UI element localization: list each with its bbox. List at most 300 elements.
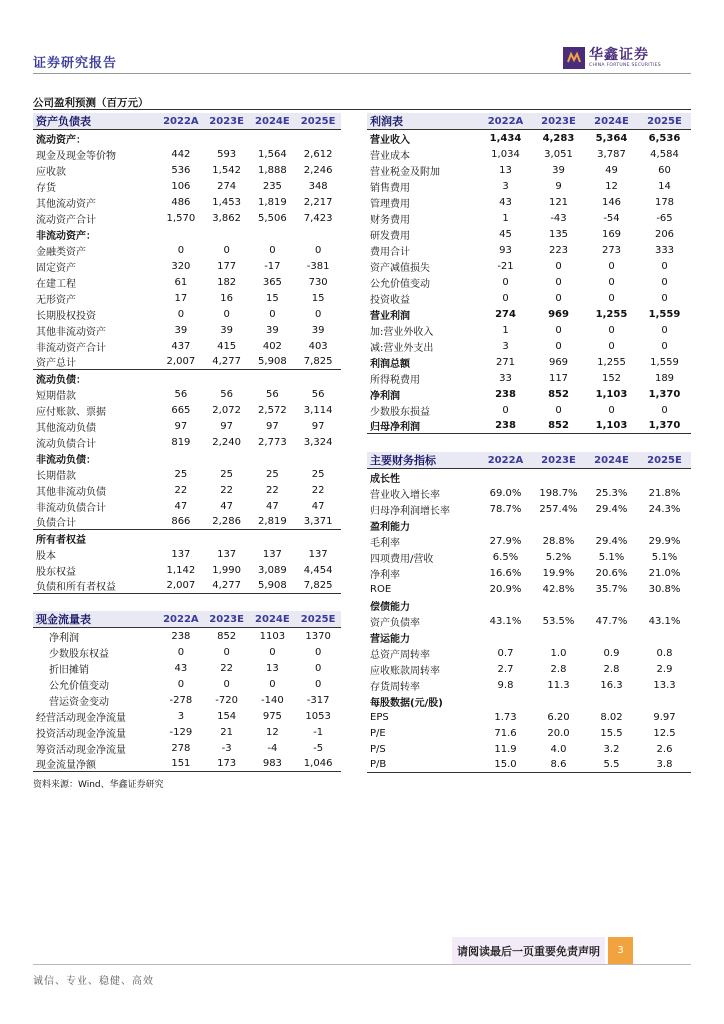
cell-value: 189 xyxy=(654,372,675,384)
row-label: 长期借款 xyxy=(36,470,76,482)
row-label: 负债合计 xyxy=(36,518,76,529)
table-row xyxy=(33,514,341,530)
cell-value: 2.8 xyxy=(550,663,567,675)
row-label: 成长性 xyxy=(370,473,400,485)
cell-value: 9.97 xyxy=(653,711,676,723)
table-row xyxy=(367,613,691,629)
cell-value: 1,103 xyxy=(595,420,628,431)
cell-value: 13 xyxy=(266,662,279,674)
cell-value: 975 xyxy=(262,710,282,722)
row-label: 金融类资产 xyxy=(36,246,86,258)
table-row xyxy=(367,757,691,773)
cell-value: -43 xyxy=(550,212,567,224)
table-row xyxy=(33,178,341,194)
row-label: 经营活动现金净流量 xyxy=(36,712,126,724)
row-label: 减:营业外支出 xyxy=(370,342,434,354)
cell-value: 16 xyxy=(220,292,233,304)
year-header: 2024E xyxy=(255,613,290,625)
table-row xyxy=(33,338,341,354)
cell-value: 21.0% xyxy=(648,567,681,579)
cell-value: 6.5% xyxy=(492,551,519,563)
table-row xyxy=(367,242,691,258)
cell-value: 274 xyxy=(217,180,237,192)
cell-value: 12.5 xyxy=(653,727,676,739)
row-label: 公允价值变动 xyxy=(49,680,109,692)
cell-value: 35.7% xyxy=(595,583,628,595)
financial-indicators-table xyxy=(367,452,691,773)
cell-value: 730 xyxy=(308,276,328,288)
row-label: 归母净利润 xyxy=(370,422,420,433)
page-number: 3 xyxy=(608,937,633,964)
cell-value: 1,103 xyxy=(595,388,628,400)
row-label: 在建工程 xyxy=(36,278,76,290)
cell-value: 5,908 xyxy=(258,580,287,591)
row-label: 营运能力 xyxy=(370,633,410,645)
cell-value: 78.7% xyxy=(489,503,522,515)
cell-value: 43 xyxy=(499,196,512,208)
row-label: 少数股东权益 xyxy=(49,648,109,660)
table-row xyxy=(33,162,341,178)
cell-value: 61 xyxy=(174,276,188,288)
table-row xyxy=(367,306,691,322)
cell-value: 0.7 xyxy=(497,647,514,659)
table-row xyxy=(367,338,691,354)
cell-value: 0 xyxy=(177,308,185,320)
table-row xyxy=(33,354,341,370)
cell-value: 969 xyxy=(548,308,569,320)
table-row xyxy=(33,386,341,402)
cell-value: 39 xyxy=(552,164,565,176)
cell-value: 0 xyxy=(223,646,230,658)
cell-value: 2,007 xyxy=(166,356,196,367)
cell-value: 173 xyxy=(217,758,237,769)
row-label: 应收款 xyxy=(36,166,66,178)
cell-value: 5,506 xyxy=(258,212,287,224)
row-label: 折旧摊销 xyxy=(49,664,89,676)
cell-value: 866 xyxy=(171,516,191,527)
table-row xyxy=(33,708,341,724)
cell-value: 47.7% xyxy=(595,615,628,627)
cell-value: 2,286 xyxy=(212,516,241,527)
cell-value: 13 xyxy=(499,164,512,176)
cell-value: 97 xyxy=(174,420,188,432)
cell-value: 348 xyxy=(308,180,328,192)
table-row xyxy=(33,482,341,498)
row-label: 其他非流动资产 xyxy=(36,326,106,338)
cell-value: 0 xyxy=(314,678,322,690)
cell-value: 9 xyxy=(555,180,562,192)
year-header: 2024E xyxy=(594,115,629,127)
cell-value: 1,990 xyxy=(212,564,241,576)
cell-value: 43.1% xyxy=(648,615,681,627)
row-label: 营业收入 xyxy=(370,134,410,146)
row-label: P/E xyxy=(370,727,386,739)
row-label: 净利润 xyxy=(49,632,79,644)
table-row xyxy=(33,434,341,450)
cell-value: -140 xyxy=(261,694,284,706)
row-label: 所得税费用 xyxy=(370,374,420,386)
table-row xyxy=(367,517,691,533)
cell-value: 0 xyxy=(608,404,615,416)
table-row xyxy=(367,469,691,485)
cell-value: 0 xyxy=(223,308,230,320)
row-label: 流动资产合计 xyxy=(36,214,96,226)
cell-value: 56 xyxy=(266,388,279,400)
cell-value: -4 xyxy=(267,742,278,754)
cell-value: 403 xyxy=(308,340,328,352)
cell-value: 271 xyxy=(495,356,516,368)
cell-value: 53.5% xyxy=(542,615,575,627)
row-label: 研发费用 xyxy=(370,230,410,242)
row-label: 费用合计 xyxy=(370,246,410,258)
cell-value: 4,283 xyxy=(542,132,575,144)
cell-value: 97 xyxy=(266,420,279,432)
cell-value: 1,370 xyxy=(648,420,681,431)
table-row xyxy=(33,242,341,258)
table-row xyxy=(367,178,691,194)
table-row xyxy=(367,549,691,565)
cell-value: 15 xyxy=(311,292,325,304)
cell-value: 22 xyxy=(311,484,325,496)
cell-value: 16.6% xyxy=(489,567,522,579)
row-label: 非流动资产： xyxy=(36,230,96,242)
cell-value: 819 xyxy=(171,436,191,448)
table-row xyxy=(367,226,691,242)
cell-value: 60 xyxy=(658,164,671,176)
cell-value: 2,819 xyxy=(258,516,287,527)
cell-value: 4,277 xyxy=(212,356,241,367)
year-header: 2023E xyxy=(209,115,244,127)
cell-value: 1,453 xyxy=(212,196,241,208)
cell-value: 27.9% xyxy=(489,535,522,547)
cell-value: 117 xyxy=(548,372,569,384)
table-row xyxy=(367,693,691,709)
row-label: 长期股权投资 xyxy=(36,310,96,322)
row-label: 非流动资产合计 xyxy=(36,342,106,354)
row-label: 投资活动现金净流量 xyxy=(36,728,126,740)
table-header xyxy=(367,452,691,469)
cell-value: 3,051 xyxy=(544,148,573,160)
cell-value: 0 xyxy=(555,324,562,336)
cell-value: 21.8% xyxy=(648,487,681,499)
row-label: 加:营业外收入 xyxy=(370,326,434,338)
cell-value: 2,240 xyxy=(212,436,241,448)
cell-value: 2,773 xyxy=(258,436,287,448)
cell-value: 39 xyxy=(174,324,188,336)
cell-value: 5.1% xyxy=(651,551,678,563)
row-label: 所有者权益 xyxy=(36,534,86,546)
cell-value: 4,277 xyxy=(212,580,241,591)
year-header: 2025E xyxy=(647,454,682,466)
cell-value: 0 xyxy=(269,244,276,256)
row-label: 归母净利润增长率 xyxy=(370,505,450,517)
cell-value: 47 xyxy=(311,500,325,512)
cell-value: 3,787 xyxy=(597,148,626,160)
table-row xyxy=(367,709,691,725)
row-label: 利润总额 xyxy=(370,358,410,370)
table-row xyxy=(367,565,691,581)
table-row xyxy=(33,322,341,338)
cell-value: 2,217 xyxy=(303,196,333,208)
cell-value: 593 xyxy=(217,148,237,160)
table-row xyxy=(367,661,691,677)
cell-value: 333 xyxy=(654,244,675,256)
cell-value: 0 xyxy=(314,662,322,674)
row-label: 负债和所有者权益 xyxy=(36,582,116,593)
cell-value: 71.6 xyxy=(494,727,517,739)
table-row xyxy=(33,274,341,290)
table-title: 资产负债表 xyxy=(36,115,91,128)
year-header: 2025E xyxy=(300,115,336,127)
cell-value: 1,034 xyxy=(491,148,520,160)
cell-value: 3 xyxy=(502,180,509,192)
table-row xyxy=(33,210,341,226)
cell-value: 0 xyxy=(223,244,230,256)
cell-value: 0.8 xyxy=(656,647,673,659)
table-row xyxy=(367,581,691,597)
table-row xyxy=(33,724,341,740)
cell-value: 13.3 xyxy=(653,679,676,691)
row-label: 少数股东损益 xyxy=(370,406,430,418)
cell-value: 852 xyxy=(548,420,569,431)
cell-value: 1053 xyxy=(305,710,331,722)
cell-value: 223 xyxy=(548,244,569,256)
cell-value: -1 xyxy=(313,726,324,738)
table-row xyxy=(367,725,691,741)
cell-value: 1.0 xyxy=(550,647,567,659)
row-label: 营业利润 xyxy=(370,310,410,322)
cell-value: 437 xyxy=(171,340,191,352)
section-title: 公司盈利预测（百万元） xyxy=(33,97,149,109)
row-label: 非流动负债： xyxy=(36,454,96,466)
report-type: 证券研究报告 xyxy=(33,56,118,71)
cell-value: 8.6 xyxy=(550,759,567,770)
table-title: 现金流量表 xyxy=(36,613,91,626)
table-row xyxy=(367,485,691,501)
cell-value: 365 xyxy=(262,276,282,288)
cell-value: 0 xyxy=(608,292,615,304)
cell-value: 9.8 xyxy=(497,679,514,691)
cell-value: 8.02 xyxy=(600,711,623,723)
cell-value: 0 xyxy=(314,244,322,256)
cell-value: 1.73 xyxy=(494,711,517,723)
row-label: 四项费用/营收 xyxy=(370,553,434,565)
row-label: 总资产周转率 xyxy=(370,649,430,661)
cell-value: 15.5 xyxy=(600,727,623,739)
cell-value: 21 xyxy=(220,726,233,738)
cell-value: 1,559 xyxy=(650,356,679,368)
cell-value: 137 xyxy=(217,548,237,560)
table-row xyxy=(367,290,691,306)
table-row xyxy=(367,597,691,613)
table-row xyxy=(33,258,341,274)
cell-value: 235 xyxy=(262,180,282,192)
cell-value: 152 xyxy=(601,372,622,384)
cell-value: 2.8 xyxy=(603,663,620,675)
table-row xyxy=(33,562,341,578)
cell-value: 7,825 xyxy=(303,356,333,367)
cell-value: 25 xyxy=(266,468,279,480)
section-divider xyxy=(33,109,691,110)
cell-value: -54 xyxy=(603,212,620,224)
cell-value: 0 xyxy=(661,276,668,288)
cell-value: 135 xyxy=(548,228,569,240)
cell-value: 2.6 xyxy=(656,743,673,755)
cell-value: 0 xyxy=(269,308,276,320)
table-row xyxy=(33,290,341,306)
cell-value: 1103 xyxy=(259,630,286,642)
cell-value: 33 xyxy=(499,372,512,384)
cell-value: 1,255 xyxy=(595,308,628,320)
cell-value: 178 xyxy=(654,196,675,208)
cell-value: 47 xyxy=(266,500,279,512)
cell-value: 12 xyxy=(605,180,618,192)
cell-value: 2,072 xyxy=(212,404,241,416)
cell-value: 3,371 xyxy=(303,516,333,527)
cell-value: 0 xyxy=(661,324,668,336)
cell-value: 22 xyxy=(266,484,279,496)
cell-value: 121 xyxy=(548,196,569,208)
cell-value: 1370 xyxy=(305,630,331,642)
cell-value: 969 xyxy=(548,356,569,368)
cell-value: 5,364 xyxy=(595,132,628,144)
row-label: 每股数据(元/股) xyxy=(370,697,443,709)
cell-value: 42.8% xyxy=(542,583,575,595)
row-label: 营业收入增长率 xyxy=(370,489,440,501)
cell-value: 15 xyxy=(266,292,279,304)
row-label: 盈利能力 xyxy=(370,521,410,533)
cell-value: 2.7 xyxy=(497,663,514,675)
cell-value: 7,423 xyxy=(303,212,333,224)
disclaimer-link[interactable]: 请阅读最后一页重要免责声明 xyxy=(452,937,605,964)
cell-value: 0 xyxy=(177,678,185,690)
cell-value: 25 xyxy=(220,468,233,480)
cell-value: 49 xyxy=(605,164,618,176)
table-row xyxy=(367,386,691,402)
cell-value: -3 xyxy=(221,742,232,754)
cell-value: 16.3 xyxy=(600,679,623,691)
cell-value: 154 xyxy=(217,710,237,722)
cell-value: 5.1% xyxy=(598,551,625,563)
cell-value: 7,825 xyxy=(303,580,333,591)
table-title: 主要财务指标 xyxy=(370,454,436,467)
cell-value: 29.4% xyxy=(595,535,628,547)
cell-value: 97 xyxy=(311,420,325,432)
cell-value: 56 xyxy=(311,388,325,400)
table-row xyxy=(367,402,691,418)
cell-value: 3 xyxy=(502,340,509,352)
cell-value: 0 xyxy=(555,340,562,352)
cell-value: 198.7% xyxy=(539,487,578,499)
cell-value: 146 xyxy=(601,196,622,208)
cell-value: 0 xyxy=(608,340,615,352)
cell-value: 28.8% xyxy=(542,535,575,547)
cell-value: 852 xyxy=(548,388,569,400)
cell-value: 402 xyxy=(262,340,282,352)
table-row xyxy=(33,740,341,756)
cell-value: 29.4% xyxy=(595,503,628,515)
cell-value: 0 xyxy=(661,260,668,272)
row-label: 投资收益 xyxy=(370,294,410,306)
cell-value: 1,888 xyxy=(258,164,287,176)
table-title: 利润表 xyxy=(370,115,403,128)
cell-value: 0 xyxy=(177,244,185,256)
cell-value: 6,536 xyxy=(648,132,681,144)
cell-value: 1,564 xyxy=(258,148,287,160)
year-header: 2023E xyxy=(541,115,576,127)
table-row xyxy=(33,450,341,466)
cell-value: 442 xyxy=(171,148,191,160)
cell-value: 20.6% xyxy=(595,567,628,579)
cell-value: 1 xyxy=(502,324,509,336)
row-label: 公允价值变动 xyxy=(370,278,430,290)
cell-value: 25.3% xyxy=(595,487,628,499)
cell-value: 4.0 xyxy=(550,743,567,755)
cell-value: 238 xyxy=(495,420,516,431)
cash-flow-table xyxy=(33,611,341,772)
cell-value: 852 xyxy=(217,630,237,642)
row-label: 现金及现金等价物 xyxy=(36,150,116,162)
cell-value: 43.1% xyxy=(489,615,522,627)
row-label: 股本 xyxy=(36,550,56,562)
cell-value: 278 xyxy=(171,742,191,754)
year-header: 2024E xyxy=(594,454,629,466)
row-label: P/B xyxy=(370,759,387,770)
row-label: 资产负债率 xyxy=(370,617,420,629)
table-row xyxy=(367,370,691,386)
row-label: 财务费用 xyxy=(370,214,410,226)
cell-value: 182 xyxy=(217,276,237,288)
cell-value: 106 xyxy=(171,180,191,192)
cell-value: 177 xyxy=(217,260,237,272)
company-logo xyxy=(563,47,661,69)
row-label: 流动资产： xyxy=(36,134,86,146)
cell-value: 1,434 xyxy=(489,132,522,144)
table-row xyxy=(367,194,691,210)
cell-value: 3.8 xyxy=(656,759,673,770)
table-row xyxy=(367,418,691,434)
row-label: 现金流量净额 xyxy=(36,760,96,771)
cell-value: -317 xyxy=(306,694,330,706)
cell-value: 137 xyxy=(308,548,328,560)
cell-value: 1,559 xyxy=(648,308,681,320)
cell-value: 3,324 xyxy=(303,436,333,448)
row-label: 管理费用 xyxy=(370,198,410,210)
cell-value: 22 xyxy=(220,484,233,496)
cell-value: 39 xyxy=(266,324,279,336)
row-label: 无形资产 xyxy=(36,294,76,306)
table-row xyxy=(367,274,691,290)
row-label: 筹资活动现金净流量 xyxy=(36,744,126,756)
cell-value: 45 xyxy=(499,228,512,240)
row-label: P/S xyxy=(370,743,386,755)
table-row xyxy=(33,194,341,210)
row-label: 存货周转率 xyxy=(370,681,420,693)
cell-value: 3.2 xyxy=(603,743,620,755)
table-row xyxy=(33,306,341,322)
cell-value: 47 xyxy=(174,500,188,512)
row-label: 净利率 xyxy=(370,569,400,581)
row-label: 销售费用 xyxy=(370,182,410,194)
cell-value: 238 xyxy=(495,388,516,400)
table-row xyxy=(33,498,341,514)
cell-value: 3,114 xyxy=(303,404,333,416)
cell-value: 274 xyxy=(495,308,516,320)
cell-value: 151 xyxy=(171,758,191,769)
cell-value: 206 xyxy=(654,228,675,240)
cell-value: 0 xyxy=(608,260,615,272)
cell-value: 0 xyxy=(555,276,562,288)
